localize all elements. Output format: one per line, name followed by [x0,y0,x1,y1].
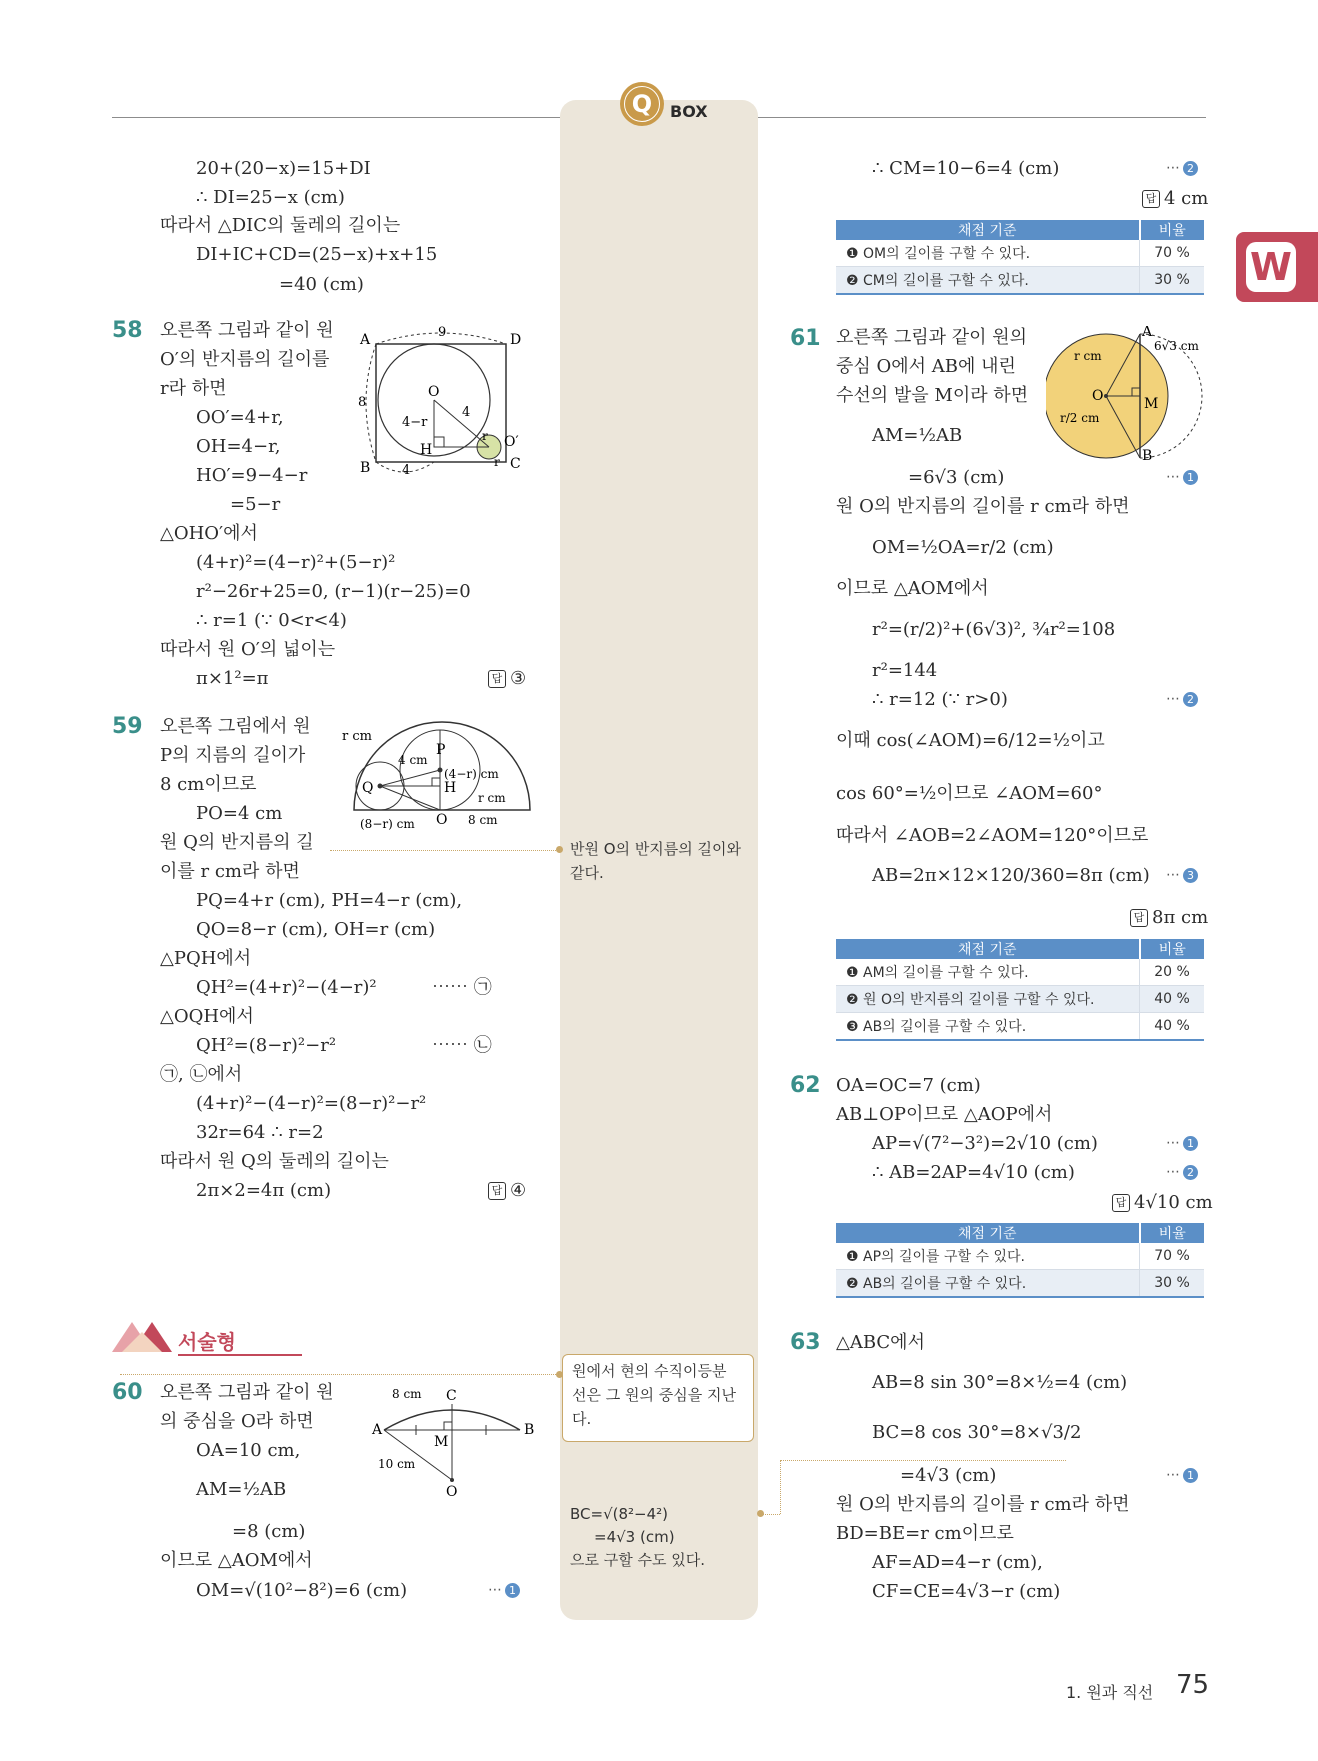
q59-line-14: (4+r)²−(4−r)²=(8−r)²−r² [196,1093,427,1114]
answer-icon: 답 [488,1182,506,1200]
step-number-icon: 2 [1183,161,1198,176]
q59-fig-label-l4: (8−r) cm [360,817,415,831]
q58-line-2: O′의 반지름의 길이를 [160,349,330,370]
qbox-note-1-dot [556,846,563,853]
q61-line-1: 오른쪽 그림과 같이 원의 [836,327,1028,348]
q59-line-15: 32r=64 ∴ r=2 [196,1122,324,1143]
q59-line-5: 원 Q의 반지름의 길 [160,832,314,853]
q62-answer-value: 4√10 cm [1134,1192,1213,1213]
q61-fig-label-M: M [1144,396,1159,412]
q60-line-5: =8 (cm) [232,1521,306,1542]
q58-fig-label-top: 9 [438,325,447,340]
grade-header-ratio: 비율 [1140,220,1205,240]
q62-line-4: ∴ AB=2AP=4√10 (cm) [872,1162,1075,1183]
q60-line-6: 이므로 △AOM에서 [160,1550,313,1571]
q58-line-8: △OHO′에서 [160,523,258,544]
q58-number: 58 [112,318,143,343]
q58-line-12: 따라서 원 O′의 넓이는 [160,639,336,660]
q60-line-7: OM=√(10²−8²)=6 (cm) [196,1580,408,1601]
q60-answer [1142,188,1208,209]
section-icon [112,1318,174,1358]
q61-figure [1046,326,1206,466]
q63-line-2: AB=8 sin 30°=8×½=4 (cm) [872,1372,1128,1393]
q61-line-15: AB=2π×12×120/360=8π (cm) [872,865,1150,886]
grade-ratio: 70 % [1140,1243,1205,1270]
q59-fig-label-O: O [436,812,448,828]
grade-criterion: ❸ AB의 길이를 구할 수 있다. [836,1013,1140,1041]
q60-line-2: 의 중심을 O라 하면 [160,1411,314,1432]
q60-answer-value: 4 cm [1164,188,1209,209]
q58-fig-label-H: H [420,442,433,458]
q59-fig-label-l2: (4−r) cm [444,767,499,781]
step-number-icon: 3 [1183,868,1198,883]
q61-line-7: OM=½OA=r/2 (cm) [872,537,1054,558]
page-number: 75 [1176,1670,1210,1700]
q58-line-11: ∴ r=1 (∵ 0<r<4) [196,610,347,631]
grade-header-ratio: 비율 [1140,1223,1205,1243]
q57-line-1: 20+(20−x)=15+DI [196,158,371,179]
grade-ratio: 20 % [1140,959,1205,986]
grade-criterion: ❷ AB의 길이를 구할 수 있다. [836,1270,1140,1298]
q61-line-4: AM=½AB [872,425,963,446]
q59-answer [488,1180,526,1201]
qbox-note-3-line-2: =4√3 (cm) [594,1528,675,1546]
q59-line-2: P의 지름의 길이가 [160,745,306,766]
qbox-note-2-line-1: 원에서 현의 수직이등분 [572,1362,727,1380]
q60-step-marker: ⋯ 1 [488,1582,520,1598]
qbox-note-3-line-1: BC=√(8²−4²) [570,1505,669,1523]
q61-fig-label-l3: r/2 cm [1060,411,1100,425]
q61-number: 61 [790,326,821,351]
q62-line-3: AP=√(7²−3²)=2√10 (cm) [872,1133,1098,1154]
q57-line-3: 따라서 △DIC의 둘레의 길이는 [160,215,401,236]
q61-line-12: 이때 cos(∠AOM)=6/12=½이고 [836,730,1105,751]
q62-answer [1112,1192,1213,1213]
q60-fig-label-A: A [372,1422,383,1438]
grade-criterion: ❶ AM의 길이를 구할 수 있다. [836,959,1140,986]
q59-line-16: 따라서 원 Q의 둘레의 길이는 [160,1151,389,1172]
grade-ratio: 30 % [1140,1270,1205,1298]
q61-step-marker-2: ⋯ 2 [1166,691,1198,707]
q60-line-1: 오른쪽 그림과 같이 원 [160,1382,334,1403]
q58-line-9: (4+r)²=(4−r)²+(5−r)² [196,552,396,573]
top-rule-left [112,117,562,118]
q58-fig-label-left: 8 [358,395,367,410]
q59-line-11: △OQH에서 [160,1006,254,1027]
w-icon: W [1246,242,1296,292]
q61-fig-label-A: A [1142,326,1153,340]
top-rule-right [758,117,1206,118]
q60-fig-label-l1: 8 cm [392,1387,422,1401]
grade-criterion: ❷ CM의 길이를 구할 수 있다. [836,267,1140,295]
qbox-note-3-connector-h [780,1460,1066,1461]
grade-criterion: ❶ OM의 길이를 구할 수 있다. [836,240,1140,267]
q63-line-3: BC=8 cos 30°=8×√3/2 [872,1422,1082,1443]
q58-figure [354,322,534,482]
q59-number: 59 [112,714,143,739]
q63-step-marker: ⋯ 1 [1166,1467,1198,1483]
grade-criterion: ❷ 원 O의 반지름의 길이를 구할 수 있다. [836,986,1140,1013]
q61-fig-label-l1: 6√3 cm [1154,339,1199,353]
footer-chapter: 1. 원과 직선 [1066,1683,1154,1702]
q59-line-4: PO=4 cm [196,803,283,824]
q58-line-4: OO′=4+r, [196,407,284,428]
grade-header-ratio: 비율 [1140,939,1205,959]
q58-fig-label-A: A [360,332,371,348]
q59-line-13: ㉠, ㉡에서 [160,1064,243,1085]
q58-line-13: π×1²=π [196,668,269,689]
q60-line-4: AM=½AB [196,1479,287,1500]
q61-fig-label-O: O [1092,388,1104,404]
q61-line-3: 수선의 발을 M이라 하면 [836,385,1029,406]
step-number-icon: 2 [1183,1165,1198,1180]
q58-fig-label-D: D [510,332,522,348]
q58-answer-value: ③ [510,668,527,689]
q61-line-11: ∴ r=12 (∵ r>0) [872,689,1008,710]
q63-line-6: BD=BE=r cm이므로 [836,1523,1014,1544]
q58-line-6: HO′=9−4−r [196,465,308,486]
q61-line-5: =6√3 (cm) [908,467,1005,488]
qbox-note-3-connector-v [780,1460,781,1514]
answer-icon: 답 [1112,1194,1130,1212]
q59-line-12: QH²=(8−r)²−r² [196,1035,337,1056]
q62-line-1: OA=OC=7 (cm) [836,1075,981,1096]
q59-fig-label-P: P [436,742,446,758]
q-box-icon: Q [620,82,664,126]
q58-fig-label-O: O [428,384,440,400]
q59-line-8: QO=8−r (cm), OH=r (cm) [196,919,436,940]
grade-ratio: 30 % [1140,267,1205,295]
qbox-note-2-line-2: 선은 그 원의 중심을 지난 [572,1386,736,1404]
q59-fig-label-l3: r cm [478,791,506,805]
answer-icon: 답 [1130,909,1148,927]
grade-criterion: ❶ AP의 길이를 구할 수 있다. [836,1243,1140,1270]
q57-line-4: DI+IC+CD=(25−x)+x+15 [196,244,438,265]
q62-line-2: AB⊥OP이므로 △AOP에서 [836,1104,1053,1125]
qbox-note-2-line-3: 다. [572,1410,592,1428]
q58-fig-label-r1: 4 [462,405,471,420]
q63-number: 63 [790,1330,821,1355]
q58-line-7: =5−r [230,494,281,515]
q63-line-4: =4√3 (cm) [900,1465,997,1486]
q61-line-6: 원 O의 반지름의 길이를 r cm라 하면 [836,496,1130,517]
q59-fig-label-rcm: r cm [342,729,372,744]
q58-fig-label-B: B [360,460,371,476]
q58-fig-label-r3: r [482,429,488,443]
q57-line-2: ∴ DI=25−x (cm) [196,187,345,208]
q59-fig-label-l1: 4 cm [398,753,428,767]
q59-fig-label-l5: 8 cm [468,813,498,827]
section-title: 서술형 [178,1330,236,1354]
side-tab [1236,232,1318,302]
q63-line-5: 원 O의 반지름의 길이를 r cm라 하면 [836,1494,1130,1515]
answer-icon: 답 [1142,190,1160,208]
q62-step-marker-2: ⋯ 2 [1166,1164,1198,1180]
q63-line-7: AF=AD=4−r (cm), [872,1552,1043,1573]
q61-answer [1130,907,1208,928]
q61-line-2: 중심 O에서 AB에 내린 [836,356,1016,377]
q58-fig-label-r2: 4−r [402,415,428,430]
q59-line-10: QH²=(4+r)²−(4−r)² [196,977,377,998]
grade-header-criteria: 채점 기준 [836,220,1140,240]
q57-line-5: =40 (cm) [279,274,364,295]
q62-step-marker-1: ⋯ 1 [1166,1135,1198,1151]
q60-figure [370,1380,540,1500]
q58-line-1: 오른쪽 그림과 같이 원 [160,320,334,341]
q60-fig-label-B: B [524,1422,535,1438]
q59-line-6: 이를 r cm라 하면 [160,861,300,882]
q59-figure [340,718,536,838]
grade-ratio: 40 % [1140,1013,1205,1041]
q58-fig-label-bottom: 4 [402,463,411,478]
grade-header-criteria: 채점 기준 [836,939,1140,959]
q61-fig-label-B: B [1142,448,1153,464]
q60-fig-label-l2: 10 cm [378,1457,416,1471]
q62-grading-table [836,1223,1204,1298]
q60-grading-table [836,220,1204,295]
step-number-icon: 1 [1183,1136,1198,1151]
q60b-line-1: ∴ CM=10−6=4 (cm) [872,158,1060,179]
q61-line-13: cos 60°=½이므로 ∠AOM=60° [836,783,1103,804]
q58-line-5: OH=4−r, [196,436,281,457]
section-underline [178,1354,302,1356]
q61-grading-table [836,939,1204,1041]
q58-fig-label-O2: O′ [504,434,519,450]
q60-number: 60 [112,1380,143,1405]
step-number-icon: 2 [1183,692,1198,707]
q60-fig-label-M: M [434,1434,449,1450]
qbox-note-1-line-2: 같다. [570,864,604,882]
qbox-note-1-line-1: 반원 O의 반지름의 길이와 [570,840,742,858]
q58-fig-label-C: C [510,456,521,472]
q61-line-8: 이므로 △AOM에서 [836,578,989,599]
q60-line-3: OA=10 cm, [196,1440,301,1461]
section-dotline [120,1374,560,1375]
q61-step-marker-3: ⋯ 3 [1166,867,1198,883]
q59-fig-label-H: H [444,780,457,796]
q60-fig-label-C: C [446,1388,457,1404]
grade-header-criteria: 채점 기준 [836,1223,1140,1243]
q61-step-marker-1: ⋯ 1 [1166,469,1198,485]
step-number-icon: 1 [1183,470,1198,485]
q59-line-1: 오른쪽 그림에서 원 [160,716,311,737]
q60-fig-label-O: O [446,1484,458,1500]
q62-number: 62 [790,1073,821,1098]
q63-line-1: △ABC에서 [836,1332,925,1353]
step-number-icon: 1 [505,1583,520,1598]
qbox-note-2-dot [556,1371,563,1378]
q58-answer [488,668,526,689]
grade-ratio: 70 % [1140,240,1205,267]
q58-line-3: r라 하면 [160,378,227,399]
q59-answer-value: ④ [510,1180,527,1201]
grade-ratio: 40 % [1140,986,1205,1013]
q-box-label: BOX [670,102,708,121]
step-number-icon: 1 [1183,1468,1198,1483]
q59-line-7: PQ=4+r (cm), PH=4−r (cm), [196,890,463,911]
q59-tag-1: ⋯⋯ ㉠ [432,977,492,998]
q59-connector [330,850,560,851]
q58-fig-label-r4: r [494,455,500,469]
q59-line-17: 2π×2=4π (cm) [196,1180,332,1201]
q59-tag-2: ⋯⋯ ㉡ [432,1035,492,1056]
q63-line-8: CF=CE=4√3−r (cm) [872,1581,1061,1602]
q61-line-10: r²=144 [872,660,938,681]
q58-line-10: r²−26r+25=0, (r−1)(r−25)=0 [196,581,471,602]
qbox-note-3-connector [762,1514,780,1515]
q59-line-9: △PQH에서 [160,948,252,969]
q60b-step-marker: ⋯ 2 [1166,160,1198,176]
q59-line-3: 8 cm이므로 [160,774,257,795]
answer-icon: 답 [488,670,506,688]
q61-answer-value: 8π cm [1152,907,1209,928]
q61-line-9: r²=(r/2)²+(6√3)², ¾r²=108 [872,619,1116,640]
q61-line-14: 따라서 ∠AOB=2∠AOM=120°이므로 [836,825,1149,846]
q59-fig-label-Q: Q [362,780,374,796]
qbox-note-3-line-3: 으로 구할 수도 있다. [570,1551,705,1569]
q61-fig-label-l2: r cm [1074,349,1102,363]
